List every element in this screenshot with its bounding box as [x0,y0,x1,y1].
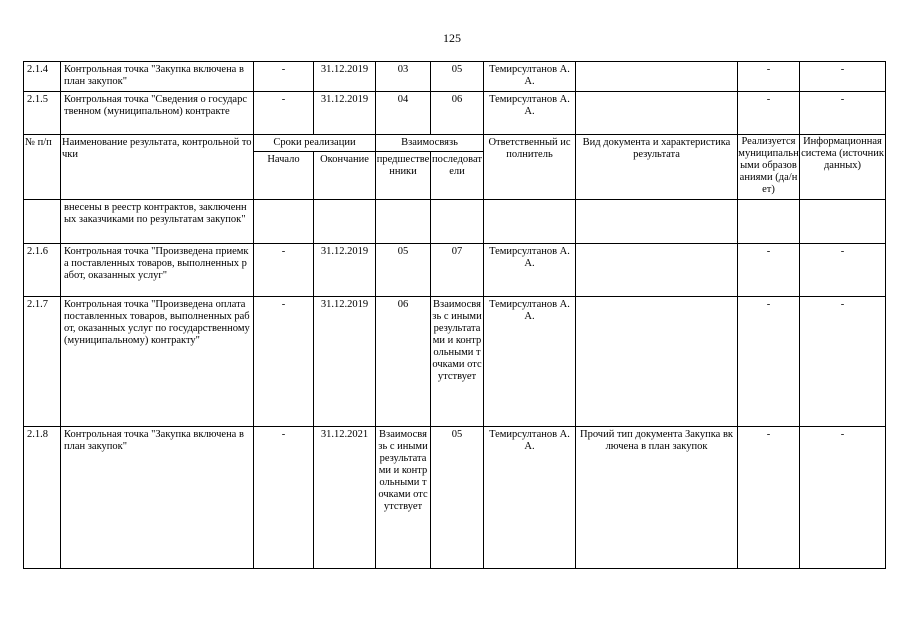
row-document [576,244,738,297]
row-end [314,200,376,244]
row-number: 2.1.8 [24,427,61,569]
row-successors: Взаимосвязь с иными результатами и контрольными точками отсутствует [431,297,484,427]
row-name: Контрольная точка "Закупка включена в план закупок" [61,427,254,569]
table-row [24,200,886,244]
row-info-system: - [800,62,886,92]
row-start: - [254,244,314,297]
row-predecessors: 03 [376,62,431,92]
row-name: внесены в реестр контрактов, заключенных заказчиками по результатам закупок" [61,200,254,244]
row-end: 31.12.2021 [314,427,376,569]
row-number: 2.1.7 [24,297,61,427]
row-document [576,200,738,244]
header-end: Окончание [314,152,376,200]
row-predecessors: Взаимосвязь с иными результатами и контрольными точками отсутствует [376,427,431,569]
header-start: Начало [254,152,314,200]
header-document: Вид документа и характеристика результата [576,135,738,200]
row-name: Контрольная точка "Закупка включена в план закупок" [61,62,254,92]
row-end: 31.12.2019 [314,62,376,92]
header-responsible: Ответственный исполнитель [484,135,576,200]
row-municipal: - [738,297,800,427]
header-name: Наименование результата, контрольной точки [61,135,254,200]
row-end: 31.12.2019 [314,92,376,135]
row-number: 2.1.4 [24,62,61,92]
row-predecessors: 05 [376,244,431,297]
row-municipal: - [738,427,800,569]
row-number [24,200,61,244]
row-name: Контрольная точка "Произведена оплата поставленных товаров, выполненных работ, оказанных услуг по государственному (муниципальному) контракту" [61,297,254,427]
row-start: - [254,427,314,569]
row-end: 31.12.2019 [314,244,376,297]
row-start [254,200,314,244]
row-predecessors: 04 [376,92,431,135]
row-start: - [254,62,314,92]
row-number: 2.1.6 [24,244,61,297]
row-document: Прочий тип документа Закупка включена в план закупок [576,427,738,569]
page-number: 125 [443,31,461,45]
row-municipal [738,200,800,244]
table-row [24,297,886,427]
header-info-system: Информационная система (источник данных) [800,135,886,200]
row-name: Контрольная точка "Произведена приемка поставленных товаров, выполненных работ, оказанных услуг" [61,244,254,297]
row-number: 2.1.5 [24,92,61,135]
row-responsible [484,200,576,244]
row-municipal: - [738,62,800,92]
row-municipal: - [738,92,800,135]
row-responsible: Темирсултанов А.А. [484,62,576,92]
header-row [24,135,886,152]
row-document [576,62,738,92]
row-info-system: - [800,297,886,427]
row-info-system: - [800,427,886,569]
header-relation: Взаимосвязь [376,135,484,152]
row-document [576,92,738,135]
table-row [24,244,886,297]
row-info-system: - [800,244,886,297]
row-start: - [254,92,314,135]
row-successors: 05 [431,427,484,569]
row-responsible: Темирсултанов А.А. [484,92,576,135]
table-row [24,62,886,92]
row-name: Контрольная точка "Сведения о государственном (муниципальном) контракте [61,92,254,135]
row-municipal: - [738,244,800,297]
row-successors [431,200,484,244]
row-successors: 06 [431,92,484,135]
row-predecessors: 06 [376,297,431,427]
row-responsible: Темирсултанов А.А. [484,427,576,569]
row-responsible: Темирсултанов А.А. [484,244,576,297]
results-table [23,61,886,569]
row-start: - [254,297,314,427]
header-successors: последователи [431,152,484,200]
row-responsible: Темирсултанов А.А. [484,297,576,427]
header-predecessors: предшественники [376,152,431,200]
header-terms: Сроки реализации [254,135,376,152]
row-info-system [800,200,886,244]
row-info-system: - [800,92,886,135]
table-row [24,427,886,569]
header-municipal: Реализуется муниципальными образованиями (да/нет) [738,135,800,200]
row-end: 31.12.2019 [314,297,376,427]
row-successors: 05 [431,62,484,92]
row-successors: 07 [431,244,484,297]
table-row [24,92,886,135]
header-number: № п/п [24,135,61,200]
row-predecessors [376,200,431,244]
row-document [576,297,738,427]
